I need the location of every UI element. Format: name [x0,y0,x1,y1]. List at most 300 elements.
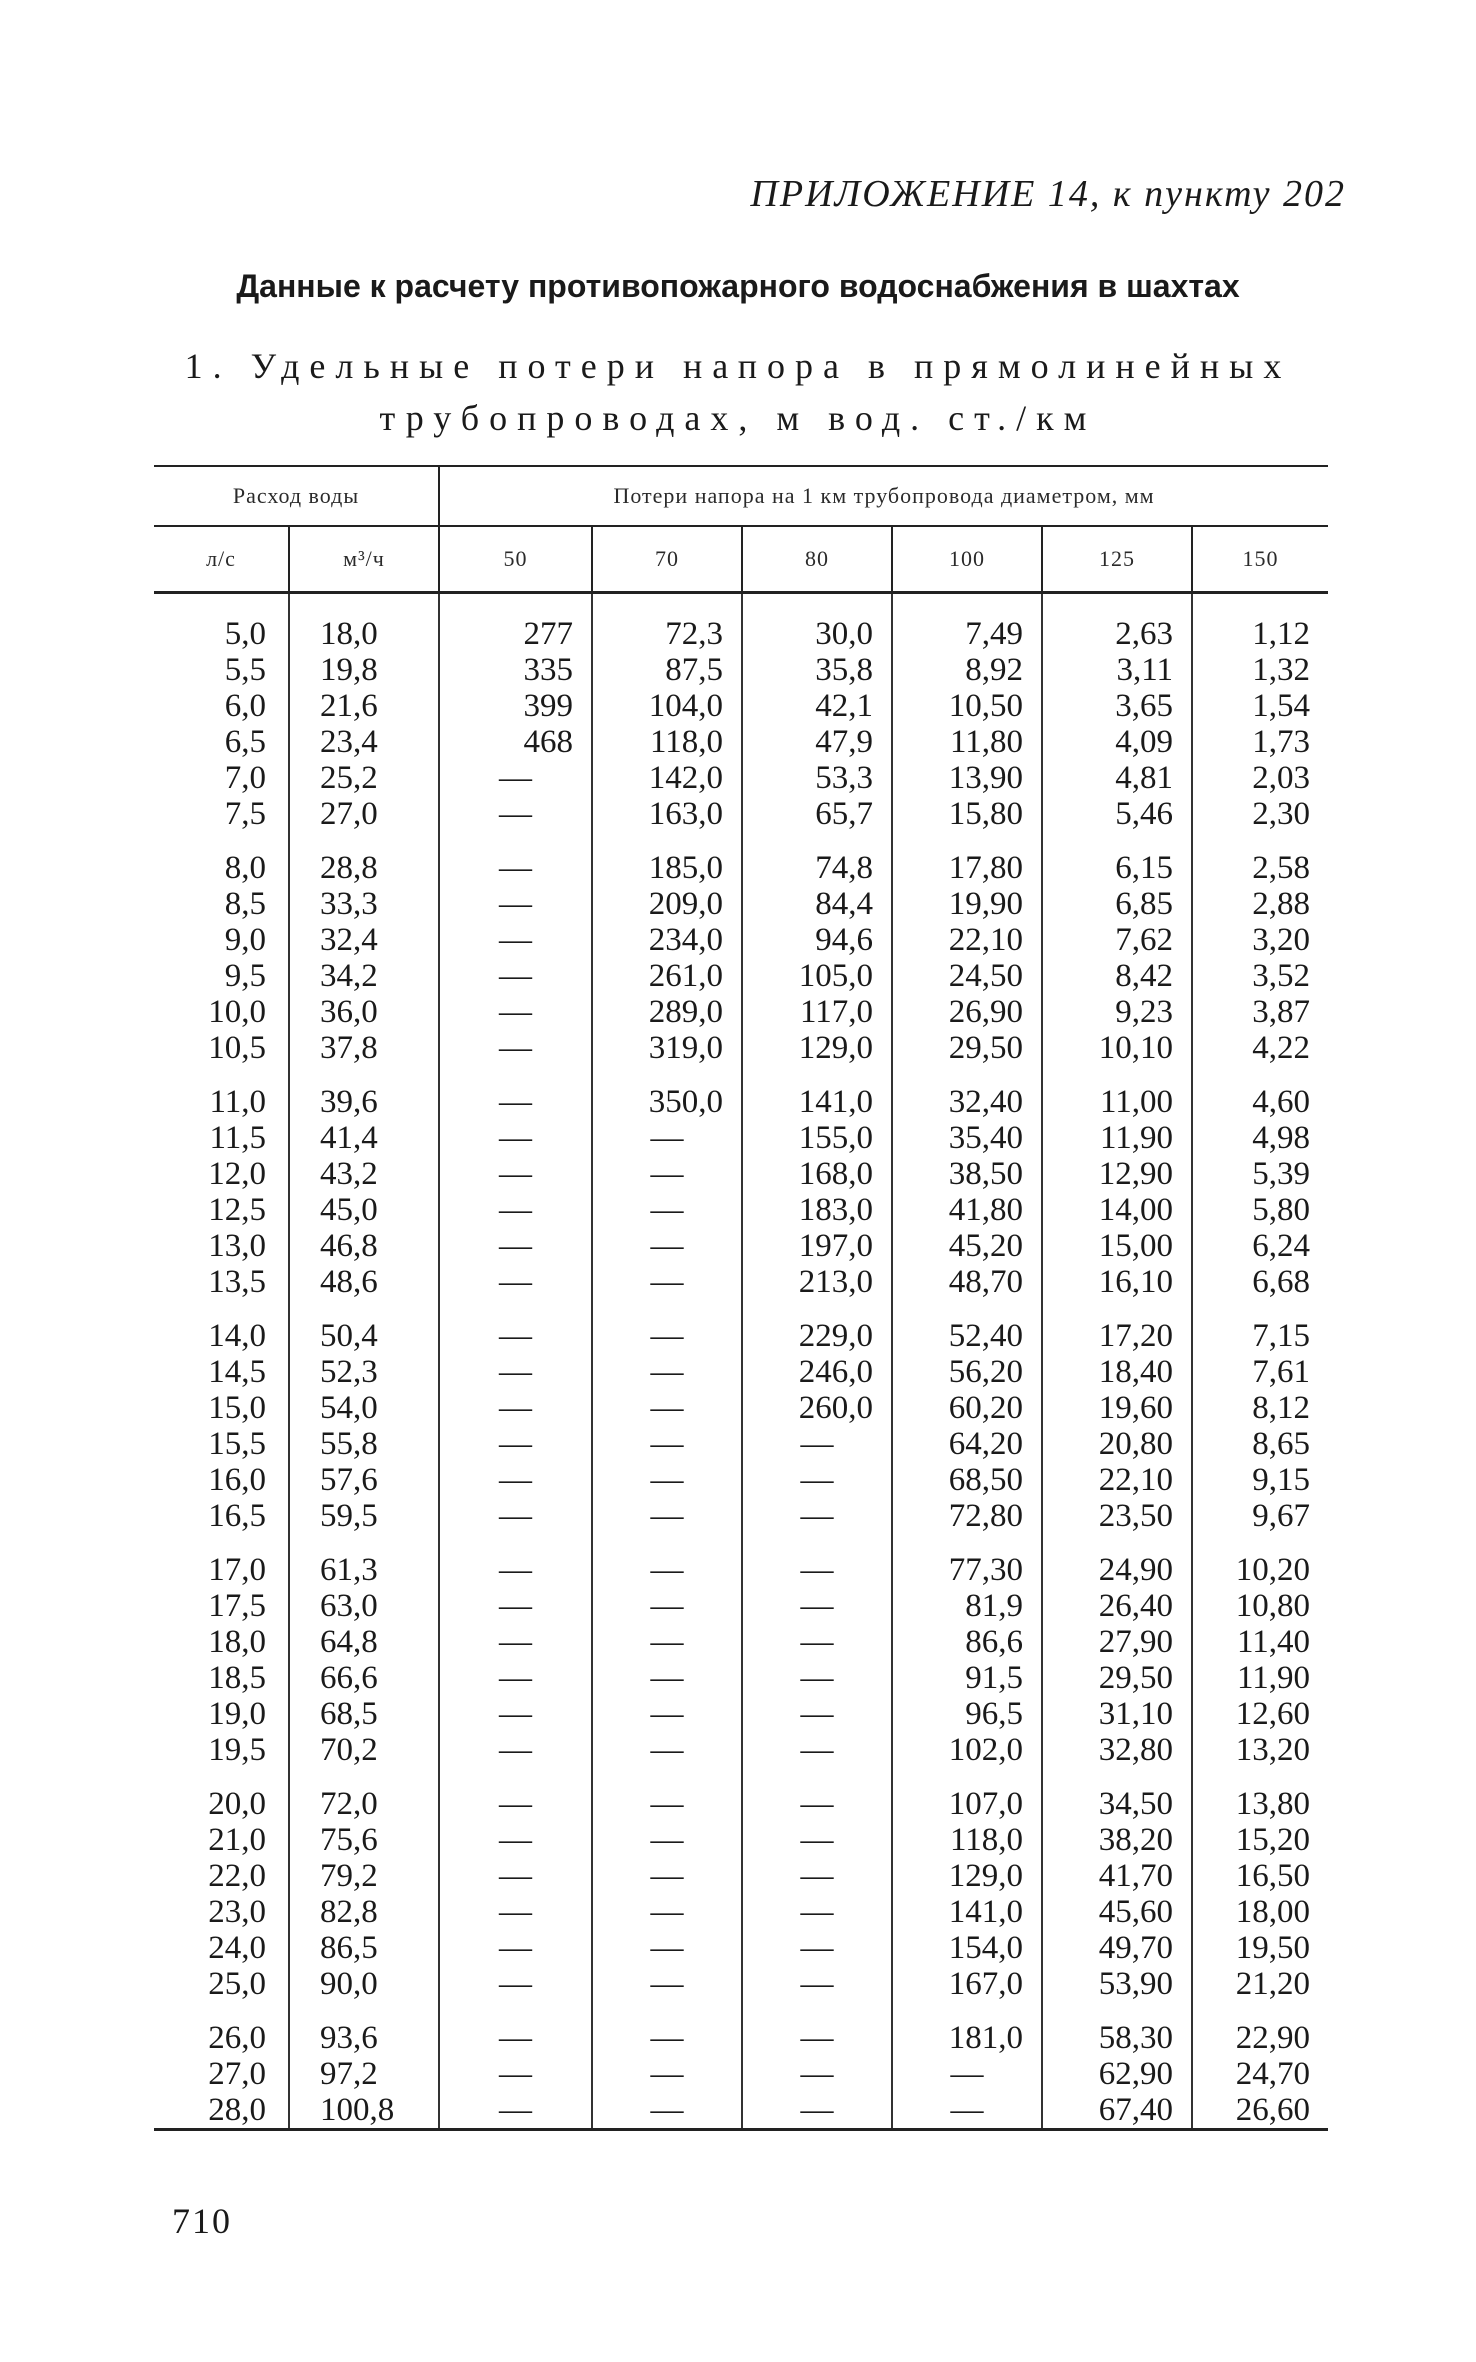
table-cell: 4,09 [1042,724,1192,760]
table-cell: 9,0 [224,922,266,958]
table-cell: 28,8 [289,850,439,886]
table-cell: 50,4 [289,1318,439,1354]
table-cell: — [439,1318,592,1354]
table-cell: 7,61 [1192,1354,1328,1390]
table-row [154,1894,1328,1930]
table-cell: 10,5 [208,1030,266,1066]
table-cell: 260,0 [742,1390,892,1426]
table-cell: — [439,796,592,832]
table-cell: 27,0 [289,796,439,832]
table-cell: 209,0 [592,886,742,922]
table-cell: 24,0 [208,1930,266,1966]
table-cell: 11,40 [1192,1624,1328,1660]
table-cell: 15,00 [1042,1228,1192,1264]
table-cell: — [742,1894,892,1930]
table-cell: 1,73 [1192,724,1328,760]
table-cell: 52,40 [892,1318,1042,1354]
table-cell: 129,0 [742,1030,892,1066]
table-cell: 7,49 [892,616,1042,652]
table-cell: 54,0 [289,1390,439,1426]
table-cell: 94,6 [742,922,892,958]
table-cell: — [742,1786,892,1822]
table-cell: — [439,1498,592,1534]
table-cell: 100,8 [289,2092,439,2130]
table-cell: — [439,1354,592,1390]
table-cell: — [592,2020,742,2056]
table-cell: 68,5 [289,1696,439,1732]
table-cell: 34,50 [1042,1786,1192,1822]
table-row [154,1192,1328,1228]
table-cell: 229,0 [742,1318,892,1354]
table-cell: 289,0 [592,994,742,1030]
table-cell: 87,5 [592,652,742,688]
table-row [154,2092,1328,2130]
table-cell: 22,10 [892,922,1042,958]
table-cell: 63,0 [289,1588,439,1624]
table-cell: — [439,922,592,958]
table-cell: 26,40 [1042,1588,1192,1624]
table-row [154,1696,1328,1732]
table-cell: 6,85 [1042,886,1192,922]
table-cell: — [439,1624,592,1660]
table-cell: 183,0 [742,1192,892,1228]
table-cell: 18,40 [1042,1354,1192,1390]
table-cell: — [439,850,592,886]
table-cell: 97,2 [289,2056,439,2092]
table-cell: 1,54 [1192,688,1328,724]
table-cell: 77,30 [892,1552,1042,1588]
table-cell: — [592,1786,742,1822]
table-cell: 58,30 [1042,2020,1192,2056]
table-cell: 3,52 [1192,958,1328,994]
table-cell: — [592,1156,742,1192]
table-cell: 118,0 [592,724,742,760]
table-cell: — [439,1228,592,1264]
table-cell: 11,90 [1042,1120,1192,1156]
table-cell: 5,0 [224,616,266,652]
table-cell: 15,5 [208,1426,266,1462]
table-cell: 32,80 [1042,1732,1192,1768]
table-cell: — [742,1696,892,1732]
table-cell: 20,80 [1042,1426,1192,1462]
table-cell: 7,15 [1192,1318,1328,1354]
table-cell: 6,68 [1192,1264,1328,1300]
table-cell: — [592,1624,742,1660]
table-cell: — [742,1624,892,1660]
table-cell: — [439,1264,592,1300]
table-cell: 64,8 [289,1624,439,1660]
table-cell: 93,6 [289,2020,439,2056]
table-cell: — [439,1732,592,1768]
page-number: 710 [172,2201,232,2241]
table-cell: 9,5 [224,958,266,994]
table-cell: 38,50 [892,1156,1042,1192]
table-cell: 197,0 [742,1228,892,1264]
table-row [154,1030,1328,1066]
table-row [154,1228,1328,1264]
table-row [154,616,1328,652]
table-cell: 246,0 [742,1354,892,1390]
table-cell: 8,92 [892,652,1042,688]
table-cell: 19,50 [1192,1930,1328,1966]
section-title [0,340,1476,444]
table-cell: 102,0 [892,1732,1042,1768]
table-cell: 42,1 [742,688,892,724]
table-cell: 21,6 [289,688,439,724]
table-cell: 11,80 [892,724,1042,760]
table-cell: 8,65 [1192,1426,1328,1462]
table-row [154,1660,1328,1696]
table-cell: 27,0 [208,2056,266,2092]
table-cell: 16,5 [208,1498,266,1534]
table-cell: 9,15 [1192,1462,1328,1498]
table-cell: 64,20 [892,1426,1042,1462]
table-cell: 26,90 [892,994,1042,1030]
table-cell: — [439,1894,592,1930]
table-cell: — [742,1732,892,1768]
table-cell: 16,0 [208,1462,266,1498]
table-cell: 4,81 [1042,760,1192,796]
table-cell: 14,00 [1042,1192,1192,1228]
table-cell: 81,9 [892,1588,1042,1624]
table-cell: 2,63 [1042,616,1192,652]
table-cell: 60,20 [892,1390,1042,1426]
table-cell: 11,0 [209,1084,266,1120]
table-cell: 15,0 [208,1390,266,1426]
table-cell: — [592,1894,742,1930]
table-cell: 23,4 [289,724,439,760]
header-flow-group: Расход воды [154,466,439,526]
table-cell: 18,5 [208,1660,266,1696]
table-row [154,1156,1328,1192]
table-cell: 4,60 [1192,1084,1328,1120]
table-cell: — [592,1192,742,1228]
table-cell: 16,10 [1042,1264,1192,1300]
table-cell: 141,0 [742,1084,892,1120]
table-cell: — [742,1552,892,1588]
table-row [154,1732,1328,1768]
table-cell: 185,0 [592,850,742,886]
table-cell: 45,0 [289,1192,439,1228]
table-cell: 2,88 [1192,886,1328,922]
table-cell: 29,50 [1042,1660,1192,1696]
table-cell: 261,0 [592,958,742,994]
table-cell: 67,40 [1042,2092,1192,2130]
table-cell: 155,0 [742,1120,892,1156]
table-cell: — [742,1462,892,1498]
table-cell: 19,90 [892,886,1042,922]
table-cell: 12,5 [208,1192,266,1228]
table-cell: 56,20 [892,1354,1042,1390]
table-cell: 36,0 [289,994,439,1030]
table-cell: — [439,1390,592,1426]
header-loss-group: Потери напора на 1 км трубопровода диаметром, мм [439,466,1328,526]
table-cell: 5,39 [1192,1156,1328,1192]
table-cell: 277 [439,616,592,652]
table-cell: 84,4 [742,886,892,922]
table-cell: — [592,1462,742,1498]
table-cell: 4,98 [1192,1120,1328,1156]
table-cell: 66,6 [289,1660,439,1696]
table-cell: — [592,1696,742,1732]
table-cell: 49,70 [1042,1930,1192,1966]
table-cell: 22,90 [1192,2020,1328,2056]
table-cell: 72,3 [592,616,742,652]
table-row [154,1354,1328,1390]
table-cell: 18,00 [1192,1894,1328,1930]
table-cell: — [439,1786,592,1822]
table-cell: 17,20 [1042,1318,1192,1354]
table-row [154,850,1328,886]
table-cell: 5,5 [224,652,266,688]
appendix-reference: ПРИЛОЖЕНИЕ 14, к пункту 202 [750,173,1346,215]
table-cell: 13,20 [1192,1732,1328,1768]
table-row [154,1624,1328,1660]
table-cell: 13,0 [208,1228,266,1264]
table-cell: — [439,1192,592,1228]
column-header: 125 [1042,526,1192,593]
table-cell: — [592,1930,742,1966]
table-cell: — [742,2056,892,2092]
table-cell: 41,80 [892,1192,1042,1228]
table-cell: 167,0 [892,1966,1042,2002]
table-cell: — [439,1084,592,1120]
table-cell: 22,0 [208,1858,266,1894]
table-cell: 18,0 [208,1624,266,1660]
table-cell: 70,2 [289,1732,439,1768]
table-cell: 37,8 [289,1030,439,1066]
table-row [154,688,1328,724]
table-row [154,796,1328,832]
table-cell: 62,90 [1042,2056,1192,2092]
table-cell: 90,0 [289,1966,439,2002]
table-cell: 27,90 [1042,1624,1192,1660]
table-cell: — [439,2020,592,2056]
table-cell: 350,0 [592,1084,742,1120]
table-row [154,994,1328,1030]
table-cell: 43,2 [289,1156,439,1192]
table-cell: — [439,1030,592,1066]
table-cell: 6,24 [1192,1228,1328,1264]
table-cell: 8,5 [224,886,266,922]
table-cell: — [592,1228,742,1264]
table-cell: 91,5 [892,1660,1042,1696]
table-cell: 234,0 [592,922,742,958]
table-cell: — [592,1552,742,1588]
table-cell: 82,8 [289,1894,439,1930]
table-cell: 17,80 [892,850,1042,886]
column-header: л/с [154,526,289,593]
table-cell: 6,15 [1042,850,1192,886]
table-cell: — [439,1120,592,1156]
table-cell: — [439,994,592,1030]
table-cell: — [742,1426,892,1462]
table-row [154,1264,1328,1300]
table-cell: — [439,2056,592,2092]
table-cell: — [742,1858,892,1894]
table-cell: 8,0 [224,850,266,886]
table-row [154,724,1328,760]
table-cell: 45,60 [1042,1894,1192,1930]
table-cell: — [439,1426,592,1462]
table-cell: 141,0 [892,1894,1042,1930]
section-title-line-2: трубопроводах, м вод. ст./км [379,398,1097,438]
table-cell: 213,0 [742,1264,892,1300]
table-cell: 26,60 [1192,2092,1328,2130]
table-cell: 468 [439,724,592,760]
table-cell: 18,0 [289,616,439,652]
table-cell: — [439,1156,592,1192]
table-cell: — [592,2092,742,2130]
table-row [154,1552,1328,1588]
table-cell: 19,60 [1042,1390,1192,1426]
table-cell: 23,50 [1042,1498,1192,1534]
table-cell: — [439,1696,592,1732]
table-cell: 8,12 [1192,1390,1328,1426]
column-header: м³/ч [289,526,439,593]
table-cell: — [592,1588,742,1624]
table-cell: 53,90 [1042,1966,1192,2002]
table-cell: 7,0 [224,760,266,796]
table-cell: — [742,1930,892,1966]
table-cell: 16,50 [1192,1858,1328,1894]
table-cell: 25,0 [208,1966,266,2002]
table-row [154,2056,1328,2092]
table-cell: — [742,1966,892,2002]
table-cell: 319,0 [592,1030,742,1066]
page-title: Данные к расчету противопожарного водоснабжения в шахтах [236,268,1240,304]
table-cell: 72,80 [892,1498,1042,1534]
table-cell: 86,5 [289,1930,439,1966]
table-cell: 86,6 [892,1624,1042,1660]
table-cell: — [439,958,592,994]
table-cell: — [439,1588,592,1624]
table-cell: — [592,1822,742,1858]
table-cell: 24,50 [892,958,1042,994]
table-cell: 17,5 [208,1588,266,1624]
table-cell: 26,0 [208,2020,266,2056]
table-cell: 31,10 [1042,1696,1192,1732]
table-cell: 1,32 [1192,652,1328,688]
table-cell: 79,2 [289,1858,439,1894]
table-cell: 12,0 [208,1156,266,1192]
table-cell: 19,8 [289,652,439,688]
table-cell: 19,5 [208,1732,266,1768]
table-cell: 24,70 [1192,2056,1328,2092]
table-cell: — [592,1120,742,1156]
table-cell: 163,0 [592,796,742,832]
table-row [154,1966,1328,2002]
table-cell: 96,5 [892,1696,1042,1732]
table-cell: 21,20 [1192,1966,1328,2002]
table-cell: — [439,1930,592,1966]
table-cell: 47,9 [742,724,892,760]
table-cell: — [592,1858,742,1894]
table-cell: 28,0 [154,2092,289,2130]
table-cell: — [592,2056,742,2092]
table-cell: 72,0 [289,1786,439,1822]
table-row [154,1426,1328,1462]
table-cell: 117,0 [742,994,892,1030]
table-cell: 59,5 [289,1498,439,1534]
table-cell: 6,0 [224,688,266,724]
table-cell: — [439,1660,592,1696]
table-cell: — [439,2092,592,2130]
table-row [154,1120,1328,1156]
table-cell: 142,0 [592,760,742,796]
table-cell: — [742,1498,892,1534]
table-cell: — [439,1858,592,1894]
table-cell: 10,10 [1042,1030,1192,1066]
table-cell: 15,20 [1192,1822,1328,1858]
table-cell: 29,50 [892,1030,1042,1066]
table-row [154,1822,1328,1858]
table-row [154,1930,1328,1966]
table-cell: 4,22 [1192,1030,1328,1066]
table-cell: — [592,1732,742,1768]
table-row [154,1498,1328,1534]
table-cell: — [892,2056,1042,2092]
table-cell: 12,90 [1042,1156,1192,1192]
table-row [154,1390,1328,1426]
table-cell: 10,0 [208,994,266,1030]
table-cell: 10,50 [892,688,1042,724]
table-cell: 11,5 [209,1120,266,1156]
table-cell: — [439,1462,592,1498]
table-row [154,1786,1328,1822]
table-cell: 21,0 [208,1822,266,1858]
table-cell: 10,80 [1192,1588,1328,1624]
table-cell: 41,4 [289,1120,439,1156]
table-row [154,1588,1328,1624]
table-cell: 48,70 [892,1264,1042,1300]
table-cell: 13,90 [892,760,1042,796]
table-cell: 7,62 [1042,922,1192,958]
table-cell: 33,3 [289,886,439,922]
table-cell: — [742,1822,892,1858]
table-cell: 9,23 [1042,994,1192,1030]
table-cell: 32,4 [289,922,439,958]
table-cell: — [742,1588,892,1624]
table-row [154,1858,1328,1894]
table-cell: 14,5 [208,1354,266,1390]
column-header: 150 [1192,526,1328,593]
table-cell: 24,90 [1042,1552,1192,1588]
table-cell: 34,2 [289,958,439,994]
table-body [154,593,1328,2130]
table-cell: 3,11 [1042,652,1192,688]
table-row [154,958,1328,994]
table-cell: — [592,1966,742,2002]
table-cell: — [592,1354,742,1390]
table-cell: 32,40 [892,1084,1042,1120]
table-cell: — [439,1552,592,1588]
table-cell: 13,5 [208,1264,266,1300]
table-cell: 74,8 [742,850,892,886]
table-cell: 45,20 [892,1228,1042,1264]
table-cell: 154,0 [892,1930,1042,1966]
table-cell: 55,8 [289,1426,439,1462]
table-row [154,760,1328,796]
table-cell: 11,90 [1192,1660,1328,1696]
table-cell: 10,20 [1192,1552,1328,1588]
table-cell: — [892,2092,1042,2130]
table-cell: 41,70 [1042,1858,1192,1894]
table-row [154,2020,1328,2056]
table-cell: — [592,1390,742,1426]
table-cell: 5,80 [1192,1192,1328,1228]
table-cell: 335 [439,652,592,688]
